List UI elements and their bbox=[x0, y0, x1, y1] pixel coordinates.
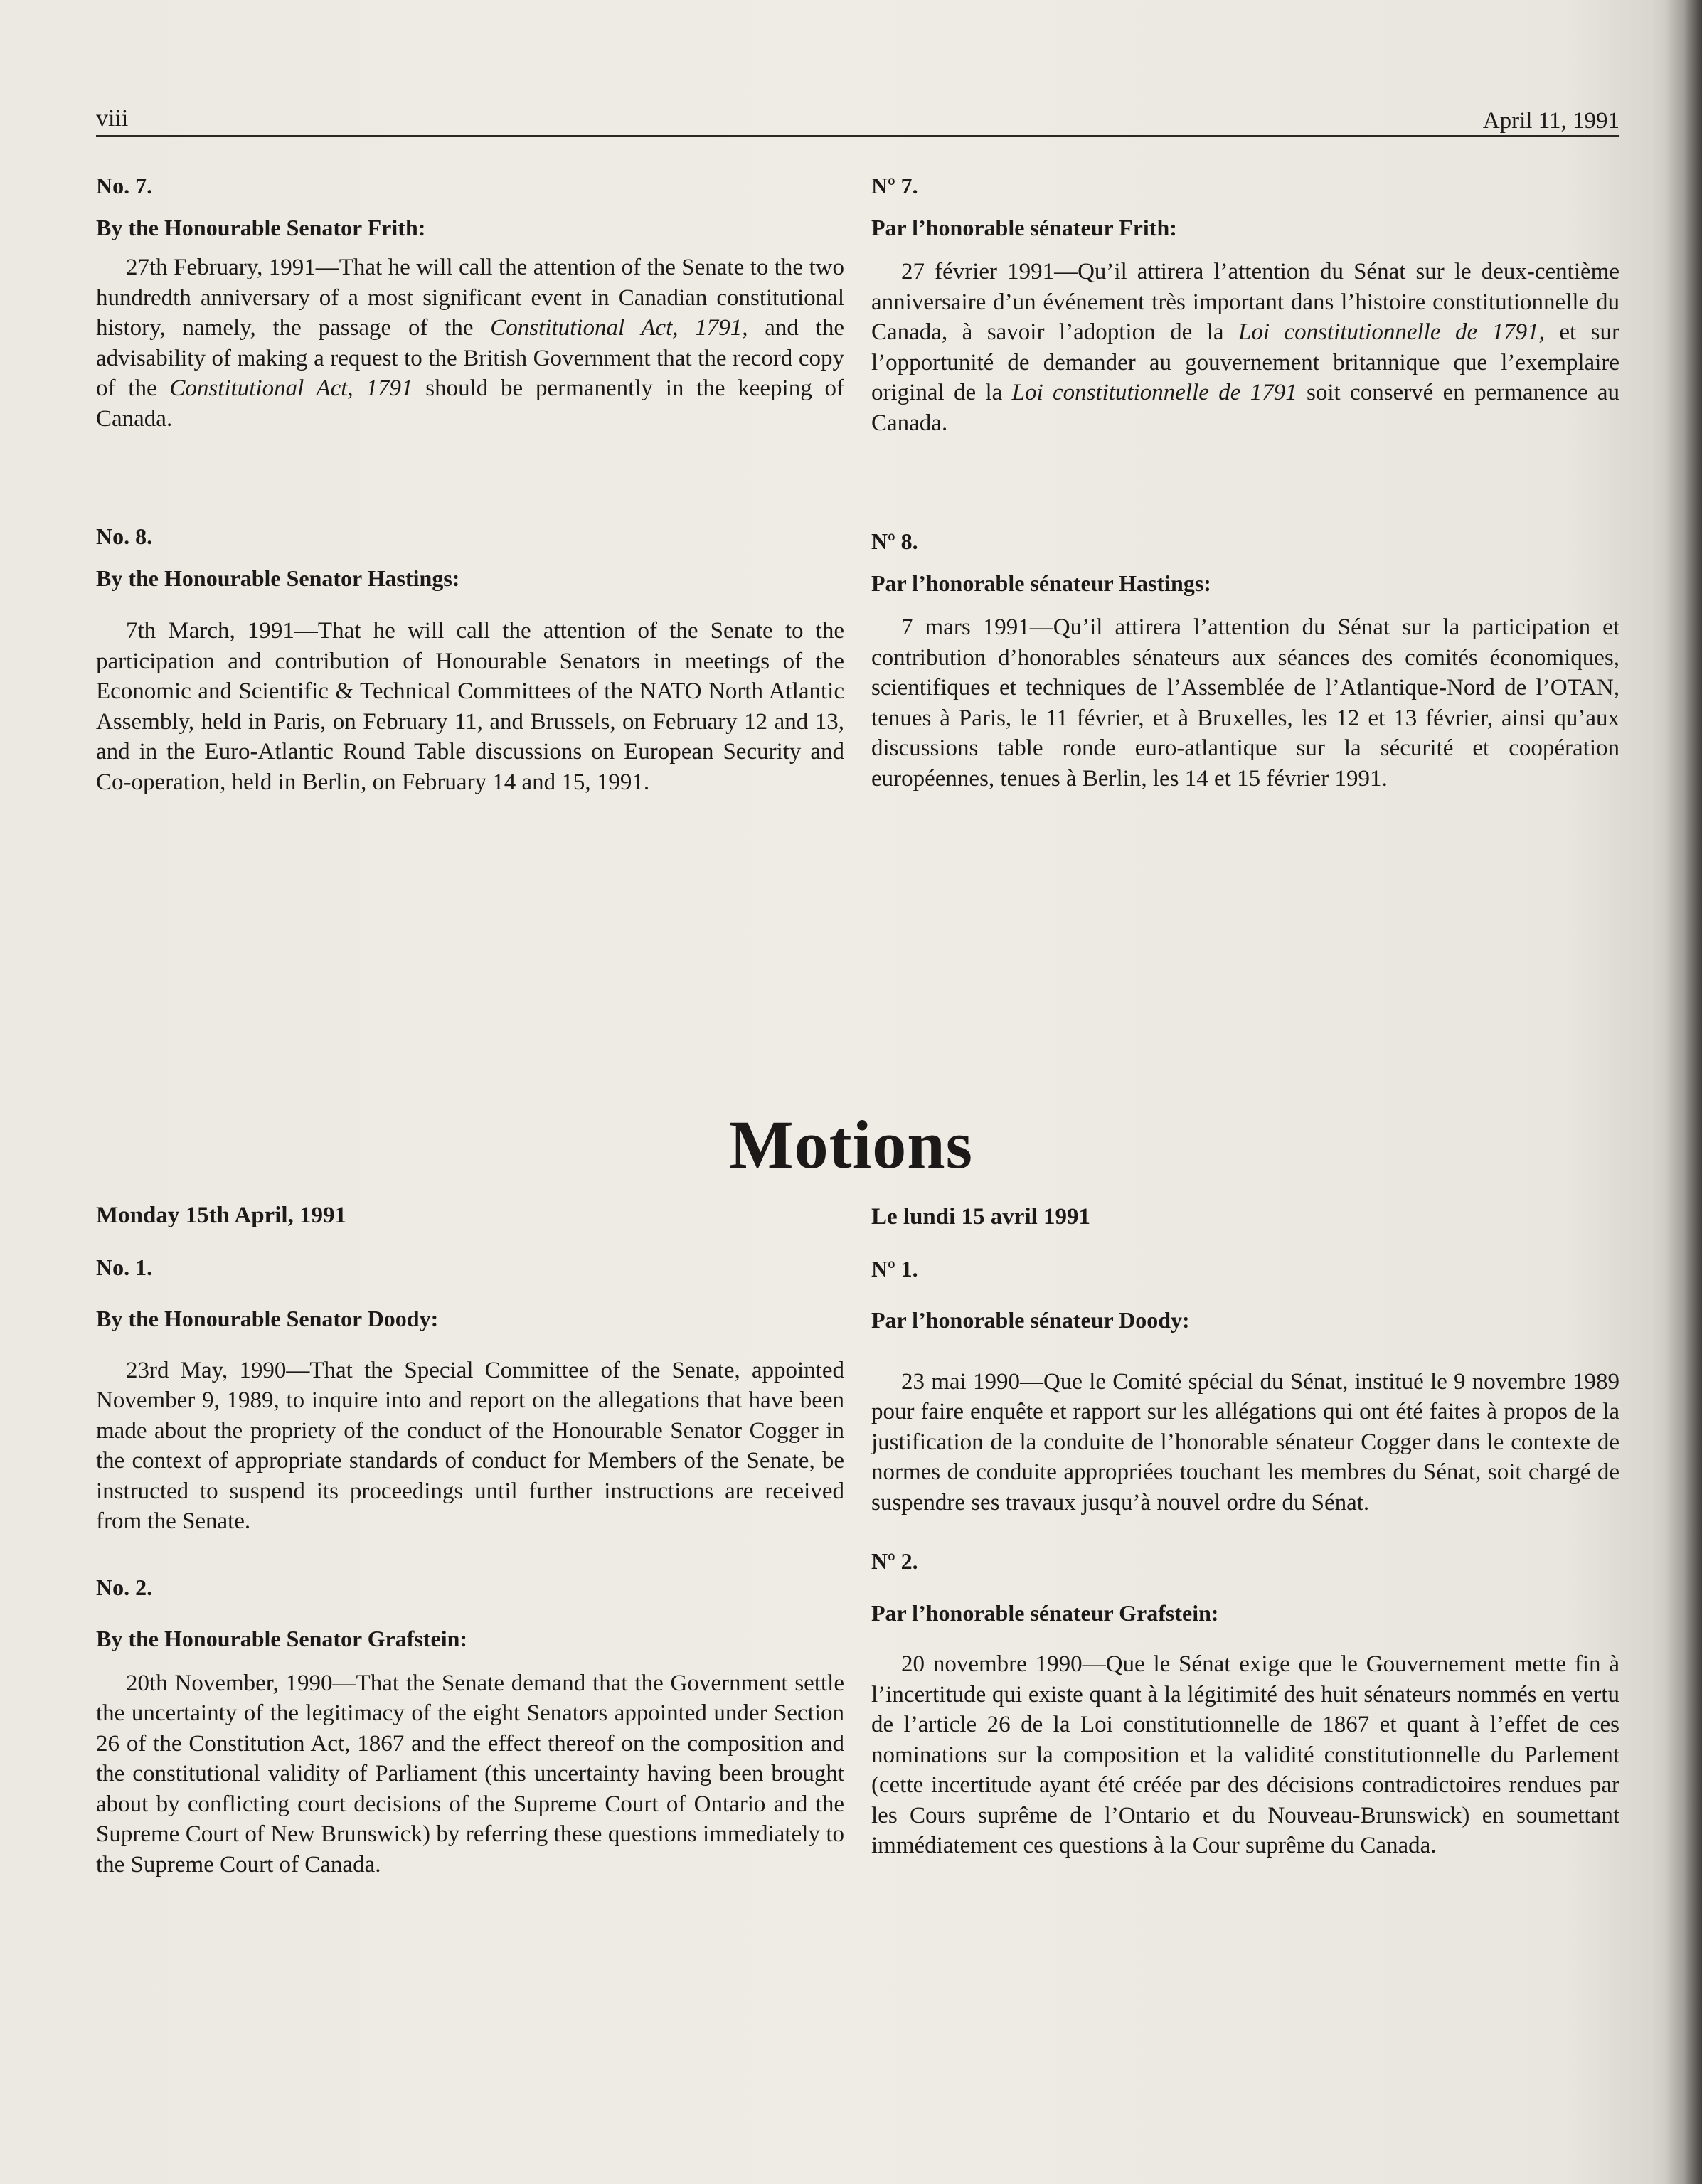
item-number: No. 7. bbox=[96, 173, 153, 198]
item-text: 23rd May, 1990—That the Special Committee of the Senate, appointed November 9, 1989, to inquire into and report on the allegations that have been made about the propriety of the conduct of the Honourable Senator Cogger in the context of appropriate standards of conduct for Members of the Senate, be instructed to suspend its proceedings until further instructions are received from the Senate. bbox=[96, 1357, 844, 1534]
sitting-day: Monday 15th April, 1991 bbox=[96, 1203, 347, 1228]
notice-no7-en bbox=[96, 171, 844, 434]
item-author: By the Honourable Senator Hastings: bbox=[96, 565, 460, 591]
item-number: No. 8. bbox=[96, 523, 153, 549]
item-number: Nº 1. bbox=[871, 1255, 918, 1282]
notice-no7-fr bbox=[871, 171, 1619, 438]
section-heading: Motions bbox=[729, 1107, 973, 1183]
item-author: Par l’honorable sénateur Frith: bbox=[871, 214, 1177, 240]
page-header bbox=[96, 100, 1619, 137]
item-author: By the Honourable Senator Grafstein: bbox=[96, 1626, 468, 1651]
item-text: 7th March, 1991—That he will call the attention of the Senate to the participation and contribution of Honourable Senators in meetings of the Economic and Scientific & Technical Committees of the NATO North Atlantic Assembly, held in Paris, on February 11, and Brussels, on February 12 and 13, and in the Euro-Atlantic Round Table discussions on European Security and Co-operation, held in Berlin, on February 14 and 15, 1991. bbox=[96, 618, 844, 795]
item-text: 23 mai 1990—Que le Comité spécial du Sénat, institué le 9 novembre 1989 pour faire enquête et rapport sur les allégations qui ont été faites à propos de la justification de la conduite de l’honorable sénateur Cogger dans le contexte de normes de conduite appropriées touchant les membres du Sénat, soit chargé de suspendre ses travaux jusqu’à nouvel ordre du Sénat. bbox=[871, 1368, 1619, 1516]
motions-fr bbox=[871, 1202, 1619, 1861]
page-edge-shadow bbox=[1665, 0, 1702, 2184]
item-author: Par l’honorable sénateur Hastings: bbox=[871, 570, 1211, 596]
motions-en bbox=[96, 1200, 844, 1880]
header-rule bbox=[96, 135, 1619, 137]
item-number: No. 1. bbox=[96, 1254, 153, 1280]
item-text: 7 mars 1991—Qu’il attirera l’attention du Sénat sur la participation et contribution d’honorables sénateurs aux séances des comités économiques, scientifiques et techniques de l’Assemblée de l’Atlantique-Nord de l’OTAN, tenues à Paris, le 11 février, et à Bruxelles, les 12 et 13 février, ainsi qu’aux discussions table ronde euro-atlantique sur la sécurité et coopération européennes, tenues à Berlin, les 14 et 15 février 1991. bbox=[871, 614, 1619, 792]
item-number: Nº 2. bbox=[871, 1548, 918, 1574]
item-text: 20 novembre 1990—Que le Sénat exige que le Gouvernement mette fin à l’incertitude qui existe quant à la légitimité des huit sénateurs nommés en vertu de l’article 26 de la Loi constitutionnelle de 1867 et quant à l’effet de ces nominations sur la composition et la validité constitutionnelle du Parlement (cette incertitude ayant été créée par des décisions contradictoires rendues par les Cours suprême de l’Ontario et du Nouveau-Brunswick) en soumettant immédiatement ces questions à la Cour suprême du Canada. bbox=[871, 1651, 1619, 1858]
item-author: By the Honourable Senator Frith: bbox=[96, 214, 426, 240]
item-text: 27th February, 1991—That he will call the attention of the Senate to the two hundredth anniversary of a most significant event in Canadian constitutional history, namely, the passage of the Constitutional Act, 1791, and the advisability of making a request to the British Government that the record copy of the Constitutional Act, 1791 should be permanently in the keeping of Canada. bbox=[96, 255, 845, 432]
item-number: Nº 8. bbox=[871, 528, 918, 554]
notice-no8-fr bbox=[871, 526, 1619, 794]
item-number: No. 2. bbox=[96, 1574, 153, 1600]
item-author: Par l’honorable sénateur Doody: bbox=[871, 1307, 1190, 1333]
item-number: Nº 7. bbox=[871, 173, 918, 198]
page-number: viii bbox=[96, 105, 129, 132]
item-author: Par l’honorable sénateur Grafstein: bbox=[871, 1599, 1219, 1626]
header-date: April 11, 1991 bbox=[1482, 108, 1619, 134]
item-text: 20th November, 1990—That the Senate demand that the Government settle the uncertainty of the legitimacy of the eight Senators appointed under Section 26 of the Constitution Act, 1867 and the effect thereof on the composition and the constitutional validity of Parliament (this uncertainty having been brought about by conflicting court decisions of the Supreme Court of Ontario and the Supreme Court of New Brunswick) by referring these questions immediately to the Supreme Court of Canada. bbox=[96, 1670, 844, 1877]
sitting-day: Le lundi 15 avril 1991 bbox=[871, 1204, 1091, 1230]
notice-no8-en bbox=[96, 521, 844, 797]
item-author: By the Honourable Senator Doody: bbox=[96, 1306, 439, 1331]
item-text: 27 février 1991—Qu’il attirera l’attention du Sénat sur le deux-centième anniversaire d’un événement très important dans l’histoire constitutionnelle du Canada, à savoir l’adoption de la Loi constitutionnelle de 1791, et sur l’opportunité de demander au gouvernement britannique que l’exemplaire original de la Loi constitutionnelle de 1791 soit conservé en permanence au Canada. bbox=[871, 259, 1619, 436]
